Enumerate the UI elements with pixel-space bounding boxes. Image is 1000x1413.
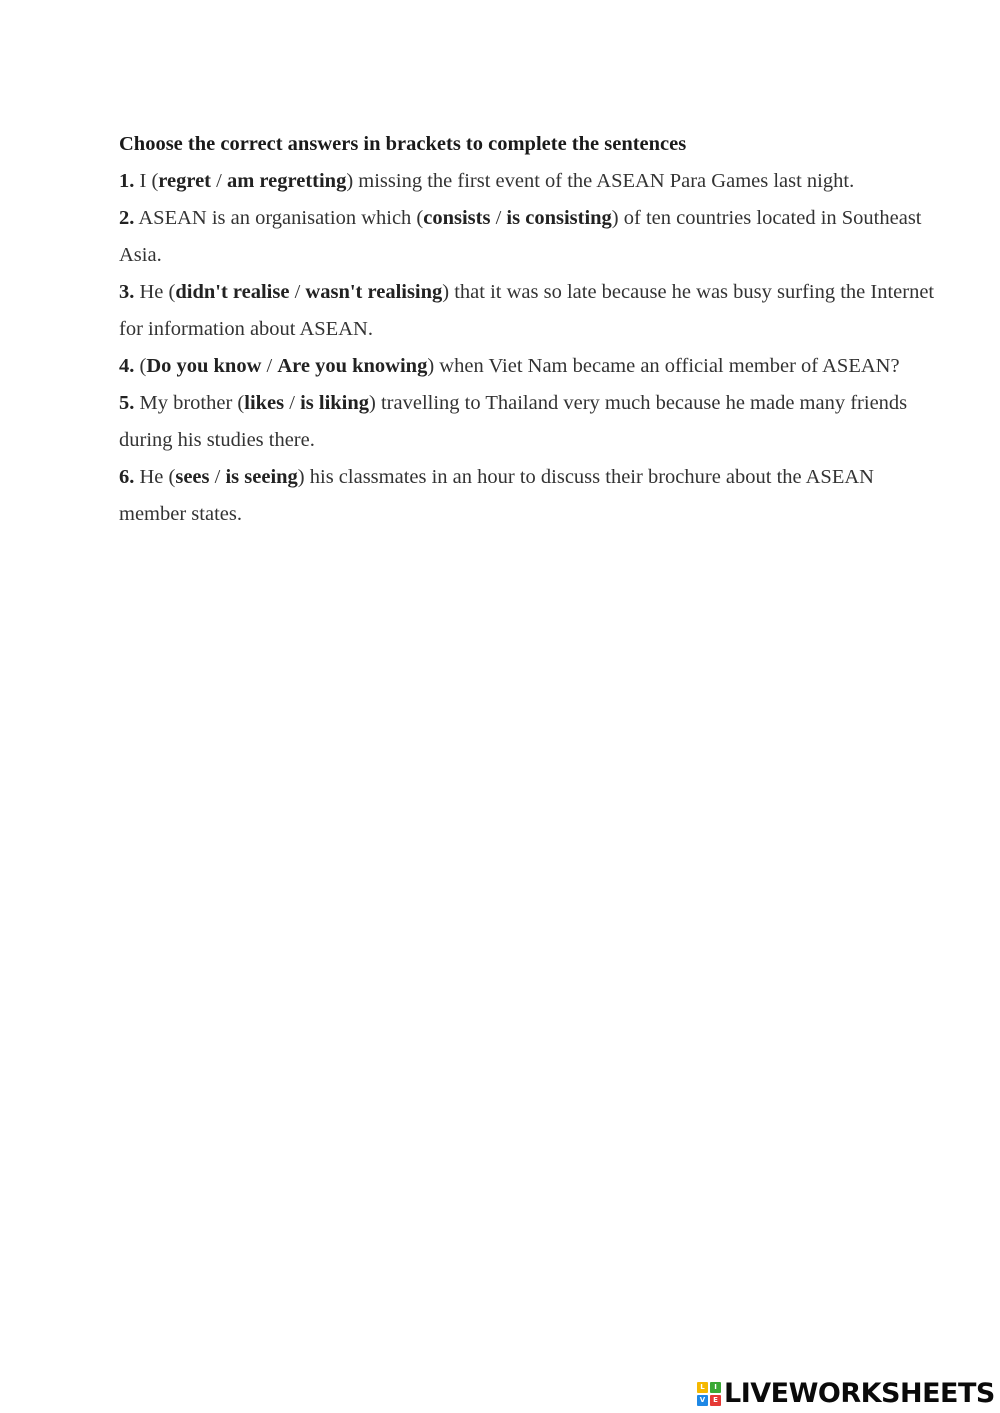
- question-text-after: ) when Viet Nam became an official member of ASEAN?: [427, 355, 900, 377]
- option-a[interactable]: likes: [244, 392, 285, 414]
- option-a[interactable]: sees: [175, 466, 210, 488]
- question-text-before: He (: [134, 281, 176, 303]
- question-6: [119, 459, 939, 533]
- worksheet: [119, 126, 939, 533]
- question-text-before: He (: [134, 466, 176, 488]
- question-number: 4.: [119, 355, 135, 377]
- option-a[interactable]: Do you know: [146, 355, 262, 377]
- option-a[interactable]: consists: [423, 207, 491, 229]
- option-b[interactable]: is seeing: [225, 466, 298, 488]
- question-text-after: ) that it was so late because he was busy surfing the Internet for information about ASEAN.: [119, 281, 935, 340]
- brand-wordmark: LIVEWORKSHEETS: [724, 1378, 995, 1409]
- option-a[interactable]: regret: [158, 170, 212, 192]
- option-separator: /: [209, 466, 226, 488]
- logo-tile-v: V: [697, 1395, 708, 1406]
- question-1: [119, 163, 939, 200]
- option-b[interactable]: is consisting: [506, 207, 612, 229]
- question-text-before: (: [134, 355, 147, 377]
- instruction-heading: Choose the correct answers in brackets to complete the sentences: [119, 133, 687, 155]
- logo-tile-e: E: [710, 1395, 721, 1406]
- option-separator: /: [261, 355, 278, 377]
- option-b[interactable]: am regretting: [226, 170, 347, 192]
- question-2: [119, 200, 939, 274]
- option-separator: /: [211, 170, 227, 192]
- question-text-after: ) missing the first event of the ASEAN Para Games last night.: [346, 170, 855, 192]
- question-5: [119, 385, 939, 459]
- logo-tile-i: I: [710, 1382, 721, 1393]
- question-number: 5.: [119, 392, 135, 414]
- question-text-before: My brother (: [134, 392, 245, 414]
- option-separator: /: [284, 392, 301, 414]
- question-text-after: ) of ten countries located in Southeast Asia.: [119, 207, 922, 266]
- option-separator: /: [289, 281, 306, 303]
- option-b[interactable]: Are you knowing: [277, 355, 428, 377]
- question-text-after: ) travelling to Thailand very much because he made many friends during his studies there.: [119, 392, 908, 451]
- question-number: 3.: [119, 281, 135, 303]
- option-b[interactable]: wasn't realising: [305, 281, 443, 303]
- question-list: [119, 163, 939, 533]
- question-number: 2.: [119, 207, 135, 229]
- question-number: 6.: [119, 466, 135, 488]
- option-separator: /: [490, 207, 507, 229]
- liveworksheets-brand: [697, 1379, 995, 1409]
- option-b[interactable]: is liking: [300, 392, 370, 414]
- question-number: 1.: [119, 170, 135, 192]
- question-4: [119, 348, 939, 385]
- question-text-before: I (: [134, 170, 159, 192]
- logo-tile-l: L: [697, 1382, 708, 1393]
- option-a[interactable]: didn't realise: [175, 281, 290, 303]
- question-text-before: ASEAN is an organisation which (: [134, 207, 424, 229]
- liveworksheets-logo-icon: [697, 1382, 721, 1406]
- question-text-after: ) his classmates in an hour to discuss their brochure about the ASEAN member states.: [119, 466, 874, 525]
- question-3: [119, 274, 939, 348]
